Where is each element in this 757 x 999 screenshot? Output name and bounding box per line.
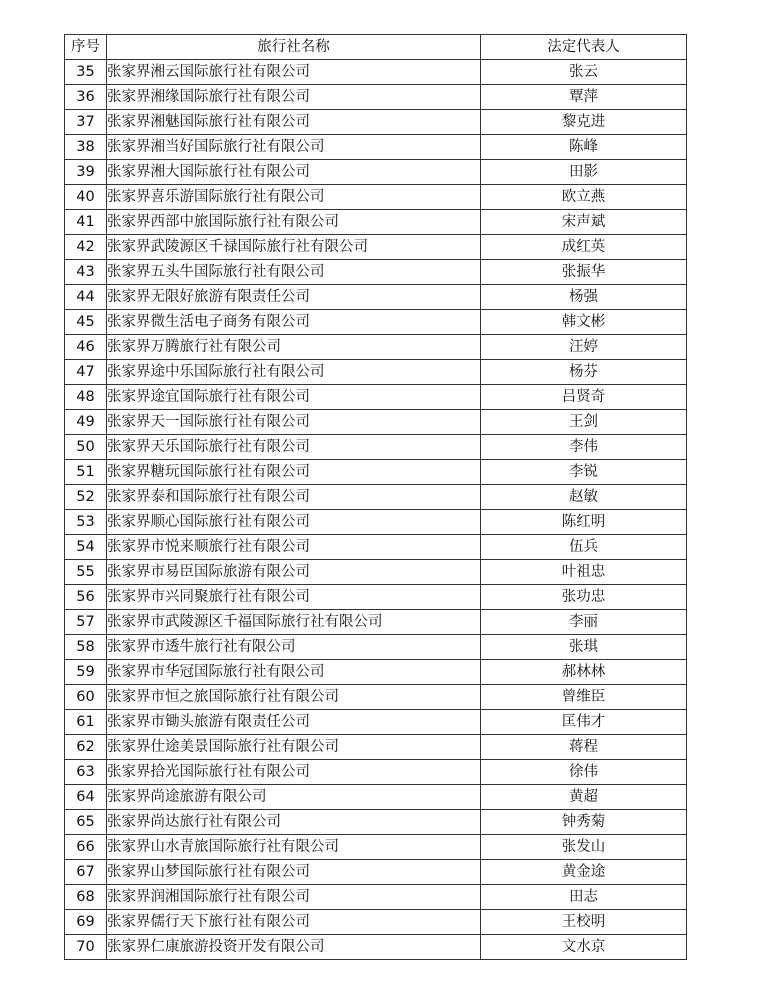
table-row [65,235,687,260]
agency-name-cell: 张家界五头牛国际旅行社有限公司 [107,260,481,285]
legal-representative-cell: 李锐 [481,460,687,485]
serial-number-cell: 49 [65,410,107,435]
agency-name-cell: 张家界市易臣国际旅游有限公司 [107,560,481,585]
legal-representative-cell: 徐伟 [481,760,687,785]
agency-name-cell: 张家界微生活电子商务有限公司 [107,310,481,335]
agency-name-cell: 张家界糖玩国际旅行社有限公司 [107,460,481,485]
agency-name-cell: 张家界天一国际旅行社有限公司 [107,410,481,435]
serial-number-cell: 51 [65,460,107,485]
agency-name-cell: 张家界湘大国际旅行社有限公司 [107,160,481,185]
table-row [65,660,687,685]
serial-number-cell: 64 [65,785,107,810]
serial-number-cell: 42 [65,235,107,260]
legal-representative-cell: 田志 [481,885,687,910]
table-row [65,60,687,85]
legal-representative-cell: 郝林林 [481,660,687,685]
agency-name-cell: 张家界湘当好国际旅行社有限公司 [107,135,481,160]
legal-representative-cell: 吕贤奇 [481,385,687,410]
legal-representative-cell: 蒋程 [481,735,687,760]
legal-representative-cell: 成红英 [481,235,687,260]
serial-number-cell: 69 [65,910,107,935]
agency-name-cell: 张家界无限好旅游有限责任公司 [107,285,481,310]
agency-name-cell: 张家界湘云国际旅行社有限公司 [107,60,481,85]
legal-representative-cell: 赵敏 [481,485,687,510]
serial-number-cell: 38 [65,135,107,160]
serial-number-cell: 63 [65,760,107,785]
table-row [65,860,687,885]
legal-representative-cell: 曾维臣 [481,685,687,710]
agency-name-cell: 张家界润湘国际旅行社有限公司 [107,885,481,910]
serial-number-cell: 58 [65,635,107,660]
serial-number-cell: 37 [65,110,107,135]
legal-representative-cell: 文水京 [481,935,687,960]
legal-representative-cell: 张振华 [481,260,687,285]
travel-agency-table [64,34,687,960]
table-row [65,410,687,435]
legal-representative-cell: 黄金途 [481,860,687,885]
legal-representative-cell: 杨强 [481,285,687,310]
serial-number-cell: 70 [65,935,107,960]
serial-number-cell: 60 [65,685,107,710]
table-row [65,110,687,135]
legal-representative-cell: 陈红明 [481,510,687,535]
legal-representative-cell: 黄超 [481,785,687,810]
legal-representative-cell: 汪婷 [481,335,687,360]
legal-representative-cell: 张发山 [481,835,687,860]
header-legal-representative: 法定代表人 [481,35,687,60]
agency-name-cell: 张家界山水青旅国际旅行社有限公司 [107,835,481,860]
table-row [65,835,687,860]
legal-representative-cell: 张云 [481,60,687,85]
table-row [65,335,687,360]
serial-number-cell: 55 [65,560,107,585]
serial-number-cell: 65 [65,810,107,835]
agency-name-cell: 张家界西部中旅国际旅行社有限公司 [107,210,481,235]
table-row [65,85,687,110]
legal-representative-cell: 张功忠 [481,585,687,610]
agency-name-cell: 张家界湘缘国际旅行社有限公司 [107,85,481,110]
agency-name-cell: 张家界尚达旅行社有限公司 [107,810,481,835]
agency-name-cell: 张家界市悦来顺旅行社有限公司 [107,535,481,560]
table-row [65,485,687,510]
table-row [65,710,687,735]
table-row [65,460,687,485]
serial-number-cell: 62 [65,735,107,760]
serial-number-cell: 50 [65,435,107,460]
serial-number-cell: 66 [65,835,107,860]
agency-name-cell: 张家界市武陵源区千福国际旅行社有限公司 [107,610,481,635]
table-row [65,560,687,585]
legal-representative-cell: 叶祖忠 [481,560,687,585]
table-row [65,510,687,535]
table-row [65,885,687,910]
table-row [65,760,687,785]
serial-number-cell: 52 [65,485,107,510]
legal-representative-cell: 韩文彬 [481,310,687,335]
legal-representative-cell: 欧立燕 [481,185,687,210]
serial-number-cell: 43 [65,260,107,285]
legal-representative-cell: 伍兵 [481,535,687,560]
agency-name-cell: 张家界仁康旅游投资开发有限公司 [107,935,481,960]
table-row [65,435,687,460]
serial-number-cell: 44 [65,285,107,310]
serial-number-cell: 61 [65,710,107,735]
agency-name-cell: 张家界湘魅国际旅行社有限公司 [107,110,481,135]
serial-number-cell: 36 [65,85,107,110]
table-row [65,385,687,410]
table-row [65,260,687,285]
serial-number-cell: 35 [65,60,107,85]
legal-representative-cell: 覃萍 [481,85,687,110]
agency-name-cell: 张家界万腾旅行社有限公司 [107,335,481,360]
table-row [65,685,687,710]
serial-number-cell: 45 [65,310,107,335]
legal-representative-cell: 李丽 [481,610,687,635]
table-row [65,285,687,310]
agency-name-cell: 张家界市兴同聚旅行社有限公司 [107,585,481,610]
table-row [65,535,687,560]
serial-number-cell: 67 [65,860,107,885]
agency-name-cell: 张家界市恒之旅国际旅行社有限公司 [107,685,481,710]
legal-representative-cell: 杨芬 [481,360,687,385]
agency-name-cell: 张家界市锄头旅游有限责任公司 [107,710,481,735]
serial-number-cell: 39 [65,160,107,185]
header-serial-number: 序号 [65,35,107,60]
agency-name-cell: 张家界泰和国际旅行社有限公司 [107,485,481,510]
serial-number-cell: 46 [65,335,107,360]
legal-representative-cell: 张琪 [481,635,687,660]
agency-name-cell: 张家界仕途美景国际旅行社有限公司 [107,735,481,760]
table-row [65,185,687,210]
table-row [65,210,687,235]
table-row [65,935,687,960]
legal-representative-cell: 陈峰 [481,135,687,160]
serial-number-cell: 68 [65,885,107,910]
table-row [65,810,687,835]
table-row [65,635,687,660]
serial-number-cell: 53 [65,510,107,535]
legal-representative-cell: 匡伟才 [481,710,687,735]
table-row [65,160,687,185]
agency-name-cell: 张家界武陵源区千禄国际旅行社有限公司 [107,235,481,260]
legal-representative-cell: 钟秀菊 [481,810,687,835]
header-agency-name: 旅行社名称 [107,35,481,60]
agency-name-cell: 张家界途宜国际旅行社有限公司 [107,385,481,410]
agency-name-cell: 张家界途中乐国际旅行社有限公司 [107,360,481,385]
serial-number-cell: 57 [65,610,107,635]
header-row [65,35,687,60]
table-row [65,310,687,335]
serial-number-cell: 41 [65,210,107,235]
legal-representative-cell: 田影 [481,160,687,185]
serial-number-cell: 48 [65,385,107,410]
table-row [65,360,687,385]
agency-name-cell: 张家界儒行天下旅行社有限公司 [107,910,481,935]
legal-representative-cell: 李伟 [481,435,687,460]
serial-number-cell: 47 [65,360,107,385]
serial-number-cell: 56 [65,585,107,610]
serial-number-cell: 54 [65,535,107,560]
agency-name-cell: 张家界尚途旅游有限公司 [107,785,481,810]
serial-number-cell: 40 [65,185,107,210]
agency-name-cell: 张家界拾光国际旅行社有限公司 [107,760,481,785]
table-row [65,610,687,635]
legal-representative-cell: 黎克进 [481,110,687,135]
agency-name-cell: 张家界顺心国际旅行社有限公司 [107,510,481,535]
serial-number-cell: 59 [65,660,107,685]
agency-name-cell: 张家界天乐国际旅行社有限公司 [107,435,481,460]
legal-representative-cell: 宋声斌 [481,210,687,235]
table-row [65,785,687,810]
table-row [65,585,687,610]
legal-representative-cell: 王剑 [481,410,687,435]
table-row [65,735,687,760]
legal-representative-cell: 王校明 [481,910,687,935]
agency-name-cell: 张家界喜乐游国际旅行社有限公司 [107,185,481,210]
agency-name-cell: 张家界市透牛旅行社有限公司 [107,635,481,660]
table-row [65,135,687,160]
agency-name-cell: 张家界市华冠国际旅行社有限公司 [107,660,481,685]
agency-name-cell: 张家界山梦国际旅行社有限公司 [107,860,481,885]
table-row [65,910,687,935]
